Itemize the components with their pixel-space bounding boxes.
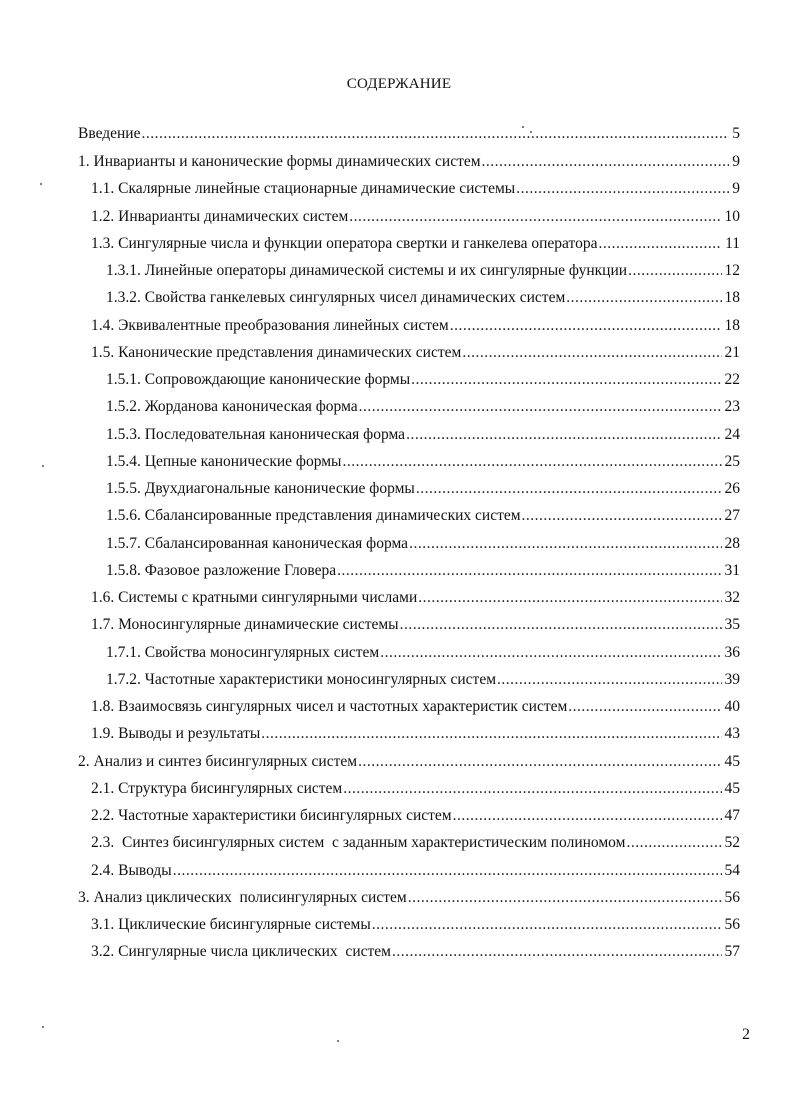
scan-speck bbox=[337, 1040, 339, 1042]
toc-leader-dots bbox=[598, 233, 722, 255]
toc-leader-dots bbox=[380, 642, 721, 664]
toc-entry-page: 27 bbox=[724, 507, 740, 524]
toc-entry-page: 31 bbox=[724, 562, 740, 579]
toc-entry bbox=[91, 206, 740, 228]
toc-entry-label: 1.5.8. Фазовое разложение Гловера bbox=[106, 562, 337, 579]
toc-entry-page: 21 bbox=[724, 344, 740, 361]
toc-entry-label: 1.8. Взаимосвязь сингулярных чисел и частотных характеристик систем bbox=[91, 698, 568, 715]
toc-entry bbox=[91, 233, 740, 255]
scan-speck bbox=[522, 126, 524, 128]
toc-entry bbox=[106, 451, 740, 473]
toc-entry-page: 11 bbox=[725, 235, 740, 252]
toc-entry-label: 1.7. Моносингулярные динамические системы bbox=[91, 616, 399, 633]
toc-entry bbox=[78, 123, 740, 145]
toc-entry bbox=[106, 424, 740, 446]
toc-entry-label: 1.5.5. Двухдиагональные канонические формы bbox=[106, 480, 415, 497]
toc-entry-page: 43 bbox=[724, 725, 740, 742]
toc-entry bbox=[91, 723, 740, 745]
toc-entry bbox=[91, 914, 740, 936]
toc-leader-dots bbox=[359, 396, 722, 418]
toc-leader-dots bbox=[566, 287, 721, 309]
toc-entry-label: 2. Анализ и синтез бисингулярных систем bbox=[78, 753, 358, 770]
toc-entry-label: 2.4. Выводы bbox=[91, 862, 172, 879]
toc-leader-dots bbox=[411, 369, 721, 391]
toc-entry-label: 1.5.1. Сопровождающие канонические формы bbox=[106, 371, 411, 388]
toc-entry bbox=[91, 805, 740, 827]
toc-entry bbox=[106, 478, 740, 500]
toc-entry-label: 3. Анализ циклических полисингулярных систем bbox=[78, 889, 407, 906]
toc-leader-dots bbox=[416, 478, 722, 500]
toc-entry bbox=[91, 832, 740, 854]
toc-entry-label: 1.3.2. Свойства ганкелевых сингулярных чисел динамических систем bbox=[106, 289, 566, 306]
toc-leader-dots bbox=[372, 914, 722, 936]
toc-entry-label: 3.2. Сингулярные числа циклических систем bbox=[91, 943, 391, 960]
toc-entry-label: 2.3. Синтез бисингулярных систем с заданным характеристическим полиномом bbox=[91, 834, 626, 851]
page-title: СОДЕРЖАНИЕ bbox=[346, 76, 452, 92]
toc-entry-label: 2.2. Частотные характеристики бисингулярных систем bbox=[91, 807, 452, 824]
toc-entry-label: Введение bbox=[78, 125, 141, 142]
toc-entry-page: 25 bbox=[724, 453, 740, 470]
toc-leader-dots bbox=[497, 669, 721, 691]
toc-entry bbox=[106, 369, 740, 391]
scan-speck bbox=[42, 465, 44, 467]
toc-entry bbox=[106, 560, 740, 582]
toc-leader-dots bbox=[462, 342, 721, 364]
scan-speck bbox=[530, 131, 532, 133]
toc-entry-page: 35 bbox=[724, 616, 740, 633]
toc-entry-page: 26 bbox=[724, 480, 740, 497]
toc-entry-label: 1.5.7. Сбалансированная каноническая форма bbox=[106, 535, 409, 552]
toc-entry bbox=[91, 778, 740, 800]
toc-entry bbox=[106, 260, 740, 282]
toc-entry-page: 56 bbox=[724, 889, 740, 906]
toc-leader-dots bbox=[516, 178, 729, 200]
toc-entry bbox=[91, 587, 740, 609]
toc-entry bbox=[78, 151, 740, 173]
toc-entry-page: 10 bbox=[724, 208, 740, 225]
toc-entry bbox=[91, 178, 740, 200]
toc-entry-page: 24 bbox=[724, 426, 740, 443]
toc-leader-dots bbox=[261, 723, 721, 745]
toc-entry bbox=[78, 751, 740, 773]
toc-entry-page: 28 bbox=[724, 535, 740, 552]
toc-entry-page: 22 bbox=[724, 371, 740, 388]
toc-entry-page: 56 bbox=[724, 916, 740, 933]
toc-entry-page: 47 bbox=[724, 807, 740, 824]
toc-leader-dots bbox=[450, 315, 722, 337]
toc-entry-page: 45 bbox=[724, 753, 740, 770]
scan-speck bbox=[42, 1026, 44, 1028]
toc-entry-label: 1.6. Системы с кратными сингулярными числами bbox=[91, 589, 418, 606]
toc-entry-page: 54 bbox=[724, 862, 740, 879]
toc-leader-dots bbox=[358, 751, 721, 773]
toc-leader-dots bbox=[400, 614, 722, 636]
toc-leader-dots bbox=[342, 451, 721, 473]
toc-entry-page: 12 bbox=[724, 262, 740, 279]
toc-leader-dots bbox=[418, 587, 721, 609]
toc-leader-dots bbox=[522, 505, 722, 527]
toc-entry-label: 1.7.1. Свойства моносингулярных систем bbox=[106, 644, 380, 661]
toc-entry bbox=[106, 287, 740, 309]
toc-leader-dots bbox=[626, 832, 721, 854]
toc-entry-page: 45 bbox=[724, 780, 740, 797]
toc-entry bbox=[91, 315, 740, 337]
toc-entry bbox=[106, 505, 740, 527]
toc-entry-label: 1.7.2. Частотные характеристики моносингулярных систем bbox=[106, 671, 497, 688]
toc-entry-label: 1.5.6. Сбалансированные представления динамических систем bbox=[106, 507, 521, 524]
toc-entry bbox=[91, 614, 740, 636]
toc-entry-label: 1.1. Скалярные линейные стационарные динамические системы bbox=[91, 180, 516, 197]
toc-entry-page: 18 bbox=[724, 317, 740, 334]
toc-entry-page: 57 bbox=[724, 943, 740, 960]
toc-leader-dots bbox=[141, 123, 729, 145]
toc-entry-label: 2.1. Структура бисингулярных систем bbox=[91, 780, 343, 797]
toc-entry-page: 40 bbox=[724, 698, 740, 715]
toc-entry-page: 32 bbox=[724, 589, 740, 606]
scan-speck bbox=[40, 183, 42, 185]
toc-entry bbox=[106, 669, 740, 691]
toc-entry-page: 9 bbox=[732, 180, 740, 197]
toc-entry-page: 9 bbox=[732, 153, 740, 170]
toc-entry-page: 39 bbox=[724, 671, 740, 688]
page-number: 2 bbox=[742, 1026, 750, 1043]
toc-entry-label: 3.1. Циклические бисингулярные системы bbox=[91, 916, 371, 933]
toc-entry-label: 1.5. Канонические представления динамических систем bbox=[91, 344, 462, 361]
toc-leader-dots bbox=[568, 696, 721, 718]
toc-leader-dots bbox=[628, 260, 721, 282]
toc-entry-label: 1. Инварианты и канонические формы динамических систем bbox=[78, 153, 481, 170]
toc-entry-label: 1.5.4. Цепные канонические формы bbox=[106, 453, 342, 470]
toc-entry-label: 1.3. Сингулярные числа и функции оператора свертки и ганкелева оператора bbox=[91, 235, 598, 252]
toc-entry-page: 36 bbox=[724, 644, 740, 661]
toc-entry bbox=[91, 941, 740, 963]
toc-leader-dots bbox=[349, 206, 721, 228]
toc-entry-page: 23 bbox=[724, 398, 740, 415]
toc-entry-label: 1.2. Инварианты динамических систем bbox=[91, 208, 349, 225]
toc-entry bbox=[91, 342, 740, 364]
toc-entry bbox=[91, 860, 740, 882]
toc-leader-dots bbox=[482, 151, 730, 173]
toc-leader-dots bbox=[453, 805, 722, 827]
toc-leader-dots bbox=[409, 533, 721, 555]
toc-leader-dots bbox=[406, 424, 721, 446]
toc-entry-label: 1.5.3. Последовательная каноническая форма bbox=[106, 426, 406, 443]
toc-leader-dots bbox=[408, 887, 722, 909]
toc-entry-page: 18 bbox=[724, 289, 740, 306]
toc-entry-label: 1.5.2. Жорданова каноническая форма bbox=[106, 398, 358, 415]
toc-leader-dots bbox=[337, 560, 721, 582]
toc-entry bbox=[106, 642, 740, 664]
toc-entry-page: 52 bbox=[724, 834, 740, 851]
toc-entry bbox=[91, 696, 740, 718]
toc-leader-dots bbox=[392, 941, 722, 963]
toc-entry-page: 5 bbox=[732, 125, 740, 142]
toc-leader-dots bbox=[343, 778, 721, 800]
toc-entry bbox=[106, 396, 740, 418]
toc-leader-dots bbox=[173, 860, 722, 882]
toc-entry bbox=[106, 533, 740, 555]
toc-entry bbox=[78, 887, 740, 909]
toc-entry-label: 1.4. Эквивалентные преобразования линейных систем bbox=[91, 317, 449, 334]
toc-entry-label: 1.9. Выводы и результаты bbox=[91, 725, 261, 742]
toc-entry-label: 1.3.1. Линейные операторы динамической системы и их сингулярные функции bbox=[106, 262, 628, 279]
